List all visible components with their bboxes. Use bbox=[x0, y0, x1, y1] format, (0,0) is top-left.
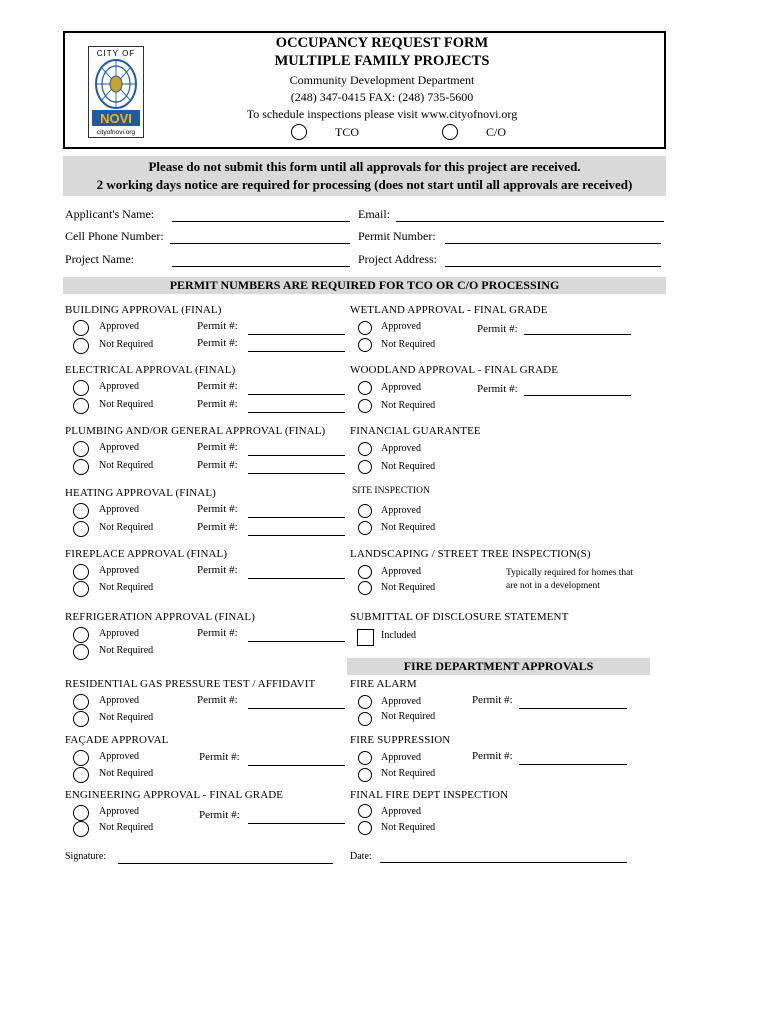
fire-alarm-approved-radio[interactable] bbox=[358, 695, 372, 709]
co-radio[interactable] bbox=[442, 124, 458, 140]
heating-approval-heading: HEATING APPROVAL (FINAL) bbox=[65, 487, 216, 499]
facade-approval-heading: FAÇADE APPROVAL bbox=[65, 734, 169, 746]
woodland-permit-field[interactable] bbox=[524, 395, 631, 396]
plumbing-permit-label-1: Permit #: bbox=[197, 441, 238, 453]
engineering-not-required-radio[interactable] bbox=[73, 821, 89, 837]
form-subtitle: MULTIPLE FAMILY PROJECTS bbox=[274, 53, 490, 69]
plumbing-not-required-label: Not Required bbox=[99, 460, 154, 471]
building-permit-field-2[interactable] bbox=[248, 351, 345, 352]
refrigeration-approved-label: Approved bbox=[99, 628, 139, 639]
financial-approved-label: Approved bbox=[381, 443, 421, 454]
notice-line-2: 2 working days notice are required for processing (does not start until all approvals are received) bbox=[96, 177, 633, 192]
fireplace-approved-radio[interactable] bbox=[73, 564, 89, 580]
fire-alarm-permit-field[interactable] bbox=[519, 708, 627, 709]
fire-suppression-heading: FIRE SUPPRESSION bbox=[350, 734, 451, 746]
heating-permit-field-2[interactable] bbox=[248, 535, 345, 536]
engineering-approved-radio[interactable] bbox=[73, 805, 89, 821]
woodland-not-required-label: Not Required bbox=[381, 400, 436, 411]
fire-alarm-not-required-radio[interactable] bbox=[358, 712, 372, 726]
engineering-approval-heading: ENGINEERING APPROVAL - FINAL GRADE bbox=[65, 789, 284, 801]
wetland-not-required-radio[interactable] bbox=[358, 338, 372, 352]
disclosure-included-label: Included bbox=[381, 630, 416, 641]
form-title: OCCUPANCY REQUEST FORM bbox=[275, 35, 489, 51]
permit-number-field[interactable] bbox=[445, 243, 661, 244]
cell-phone-label: Cell Phone Number: bbox=[65, 229, 164, 243]
heating-approved-label: Approved bbox=[99, 504, 139, 515]
site-inspection-heading: SITE INSPECTION bbox=[352, 486, 430, 496]
facade-not-required-radio[interactable] bbox=[73, 767, 89, 783]
fire-suppression-approved-label: Approved bbox=[381, 752, 421, 763]
facade-not-required-label: Not Required bbox=[99, 768, 154, 779]
wetland-permit-label: Permit #: bbox=[477, 323, 518, 335]
heating-permit-label-2: Permit #: bbox=[197, 521, 238, 533]
final-fire-not-required-radio[interactable] bbox=[358, 821, 372, 835]
facade-permit-label: Permit #: bbox=[199, 751, 240, 763]
fire-department-banner: FIRE DEPARTMENT APPROVALS bbox=[347, 658, 650, 675]
phone-fax: (248) 347-0415 FAX: (248) 735-5600 bbox=[290, 90, 474, 104]
facade-approved-label: Approved bbox=[99, 751, 139, 762]
fireplace-permit-label: Permit #: bbox=[197, 564, 238, 576]
electrical-permit-label-2: Permit #: bbox=[197, 398, 238, 410]
gas-permit-label: Permit #: bbox=[197, 694, 238, 706]
landscaping-heading: LANDSCAPING / STREET TREE INSPECTION(S) bbox=[350, 548, 591, 560]
refrigeration-approval-heading: REFRIGERATION APPROVAL (FINAL) bbox=[65, 611, 256, 623]
fire-alarm-approved-label: Approved bbox=[381, 696, 421, 707]
electrical-not-required-radio[interactable] bbox=[73, 398, 89, 414]
svg-text:cityofnovi.org: cityofnovi.org bbox=[96, 129, 136, 136]
notice-banner bbox=[63, 156, 666, 196]
site-not-required-label: Not Required bbox=[381, 522, 436, 533]
heating-not-required-radio[interactable] bbox=[73, 521, 89, 537]
woodland-approved-label: Approved bbox=[381, 382, 421, 393]
refrigeration-permit-label: Permit #: bbox=[197, 627, 238, 639]
project-address-label: Project Address: bbox=[358, 252, 437, 266]
wetland-not-required-label: Not Required bbox=[381, 339, 436, 350]
wetland-permit-field[interactable] bbox=[524, 334, 631, 335]
permits-required-banner: PERMIT NUMBERS ARE REQUIRED FOR TCO OR C/O PROCESSING bbox=[63, 277, 666, 294]
fire-suppression-not-required-label: Not Required bbox=[381, 768, 436, 779]
department: Community Development Department bbox=[289, 73, 475, 87]
landscaping-note-line-2: are not in a development bbox=[506, 581, 600, 591]
fireplace-approved-label: Approved bbox=[99, 565, 139, 576]
plumbing-approved-label: Approved bbox=[99, 442, 139, 453]
plumbing-approval-heading: PLUMBING AND/OR GENERAL APPROVAL (FINAL) bbox=[65, 425, 326, 437]
gas-pressure-heading: RESIDENTIAL GAS PRESSURE TEST / AFFIDAVIT bbox=[65, 678, 316, 690]
landscaping-not-required-radio[interactable] bbox=[358, 581, 372, 595]
building-permit-label-2: Permit #: bbox=[197, 337, 238, 349]
final-fire-inspection-heading: FINAL FIRE DEPT INSPECTION bbox=[350, 789, 509, 801]
plumbing-approved-radio[interactable] bbox=[73, 441, 89, 457]
woodland-not-required-radio[interactable] bbox=[358, 399, 372, 413]
plumbing-not-required-radio[interactable] bbox=[73, 459, 89, 475]
project-name-field[interactable] bbox=[172, 266, 350, 267]
financial-not-required-radio[interactable] bbox=[358, 460, 372, 474]
gas-not-required-radio[interactable] bbox=[73, 711, 89, 727]
engineering-permit-field[interactable] bbox=[248, 823, 345, 824]
building-not-required-radio[interactable] bbox=[73, 338, 89, 354]
signature-field[interactable] bbox=[118, 863, 333, 864]
financial-guarantee-heading: FINANCIAL GUARANTEE bbox=[350, 425, 481, 437]
engineering-not-required-label: Not Required bbox=[99, 822, 154, 833]
building-approved-radio[interactable] bbox=[73, 320, 89, 336]
financial-approved-radio[interactable] bbox=[358, 442, 372, 456]
date-field[interactable] bbox=[380, 862, 627, 863]
tco-radio[interactable] bbox=[291, 124, 307, 140]
heating-permit-field-1[interactable] bbox=[248, 517, 345, 518]
co-label: C/O bbox=[486, 125, 507, 139]
project-name-label: Project Name: bbox=[65, 252, 134, 266]
landscaping-approved-radio[interactable] bbox=[358, 565, 372, 579]
engineering-permit-label: Permit #: bbox=[199, 809, 240, 821]
fire-suppression-permit-field[interactable] bbox=[519, 764, 627, 765]
plumbing-permit-label-2: Permit #: bbox=[197, 459, 238, 471]
fire-suppression-approved-radio[interactable] bbox=[358, 751, 372, 765]
fireplace-not-required-radio[interactable] bbox=[73, 581, 89, 597]
electrical-approved-label: Approved bbox=[99, 381, 139, 392]
final-fire-not-required-label: Not Required bbox=[381, 822, 436, 833]
building-permit-label-1: Permit #: bbox=[197, 320, 238, 332]
electrical-not-required-label: Not Required bbox=[99, 399, 154, 410]
permit-number-label: Permit Number: bbox=[358, 229, 436, 243]
site-approved-label: Approved bbox=[381, 505, 421, 516]
electrical-permit-field-1[interactable] bbox=[248, 394, 345, 395]
applicant-name-label: Applicant's Name: bbox=[65, 207, 155, 221]
electrical-permit-field-2[interactable] bbox=[248, 412, 345, 413]
signature-label: Signature: bbox=[65, 851, 107, 862]
heating-permit-label-1: Permit #: bbox=[197, 503, 238, 515]
gas-not-required-label: Not Required bbox=[99, 712, 154, 723]
financial-not-required-label: Not Required bbox=[381, 461, 436, 472]
refrigeration-not-required-radio[interactable] bbox=[73, 644, 89, 660]
email-field[interactable] bbox=[396, 221, 664, 222]
building-not-required-label: Not Required bbox=[99, 339, 154, 350]
fire-alarm-heading: FIRE ALARM bbox=[350, 678, 417, 690]
woodland-approval-heading: WOODLAND APPROVAL - FINAL GRADE bbox=[350, 364, 559, 376]
refrigeration-approved-radio[interactable] bbox=[73, 627, 89, 643]
fireplace-approval-heading: FIREPLACE APPROVAL (FINAL) bbox=[65, 548, 228, 560]
gas-approved-radio[interactable] bbox=[73, 694, 89, 710]
fireplace-not-required-label: Not Required bbox=[99, 582, 154, 593]
facade-permit-field[interactable] bbox=[248, 765, 345, 766]
building-approved-label: Approved bbox=[99, 321, 139, 332]
email-label: Email: bbox=[358, 207, 390, 221]
svg-text:CITY OF: CITY OF bbox=[96, 49, 136, 58]
fire-alarm-permit-label: Permit #: bbox=[472, 694, 513, 706]
fireplace-permit-field[interactable] bbox=[248, 578, 345, 579]
landscaping-approved-label: Approved bbox=[381, 566, 421, 577]
final-fire-approved-label: Approved bbox=[381, 806, 421, 817]
schedule-text: To schedule inspections please visit www.cityofnovi.org bbox=[246, 107, 518, 121]
building-approval-heading: BUILDING APPROVAL (FINAL) bbox=[65, 304, 222, 316]
tco-label: TCO bbox=[335, 125, 359, 139]
wetland-approved-radio[interactable] bbox=[358, 321, 372, 335]
notice-line-1: Please do not submit this form until all approvals for this project are received. bbox=[148, 159, 581, 174]
wetland-approval-heading: WETLAND APPROVAL - FINAL GRADE bbox=[350, 304, 548, 316]
site-not-required-radio[interactable] bbox=[358, 521, 372, 535]
electrical-approval-heading: ELECTRICAL APPROVAL (FINAL) bbox=[65, 364, 236, 376]
refrigeration-permit-field[interactable] bbox=[248, 641, 345, 642]
heating-approved-radio[interactable] bbox=[73, 503, 89, 519]
woodland-permit-label: Permit #: bbox=[477, 383, 518, 395]
gas-permit-field[interactable] bbox=[248, 708, 345, 709]
wetland-approved-label: Approved bbox=[381, 321, 421, 332]
electrical-permit-label-1: Permit #: bbox=[197, 380, 238, 392]
electrical-approved-radio[interactable] bbox=[73, 380, 89, 396]
svg-text:NOVI: NOVI bbox=[100, 111, 132, 126]
cell-phone-field[interactable] bbox=[170, 243, 350, 244]
fire-alarm-not-required-label: Not Required bbox=[381, 711, 436, 722]
heating-not-required-label: Not Required bbox=[99, 522, 154, 533]
applicant-name-field[interactable] bbox=[172, 221, 350, 222]
engineering-approved-label: Approved bbox=[99, 806, 139, 817]
disclosure-heading: SUBMITTAL OF DISCLOSURE STATEMENT bbox=[350, 611, 569, 623]
landscaping-not-required-label: Not Required bbox=[381, 582, 436, 593]
date-label: Date: bbox=[350, 851, 372, 862]
building-permit-field-1[interactable] bbox=[248, 334, 345, 335]
city-of-novi-logo bbox=[88, 46, 144, 138]
landscaping-note-line-1: Typically required for homes that bbox=[506, 568, 634, 578]
gas-approved-label: Approved bbox=[99, 695, 139, 706]
plumbing-permit-field-1[interactable] bbox=[248, 455, 345, 456]
disclosure-included-checkbox[interactable] bbox=[357, 629, 374, 646]
fire-suppression-permit-label: Permit #: bbox=[472, 750, 513, 762]
facade-approved-radio[interactable] bbox=[73, 750, 89, 766]
fire-suppression-not-required-radio[interactable] bbox=[358, 768, 372, 782]
final-fire-approved-radio[interactable] bbox=[358, 804, 372, 818]
woodland-approved-radio[interactable] bbox=[358, 381, 372, 395]
refrigeration-not-required-label: Not Required bbox=[99, 645, 154, 656]
site-approved-radio[interactable] bbox=[358, 504, 372, 518]
project-address-field[interactable] bbox=[445, 266, 661, 267]
plumbing-permit-field-2[interactable] bbox=[248, 473, 345, 474]
